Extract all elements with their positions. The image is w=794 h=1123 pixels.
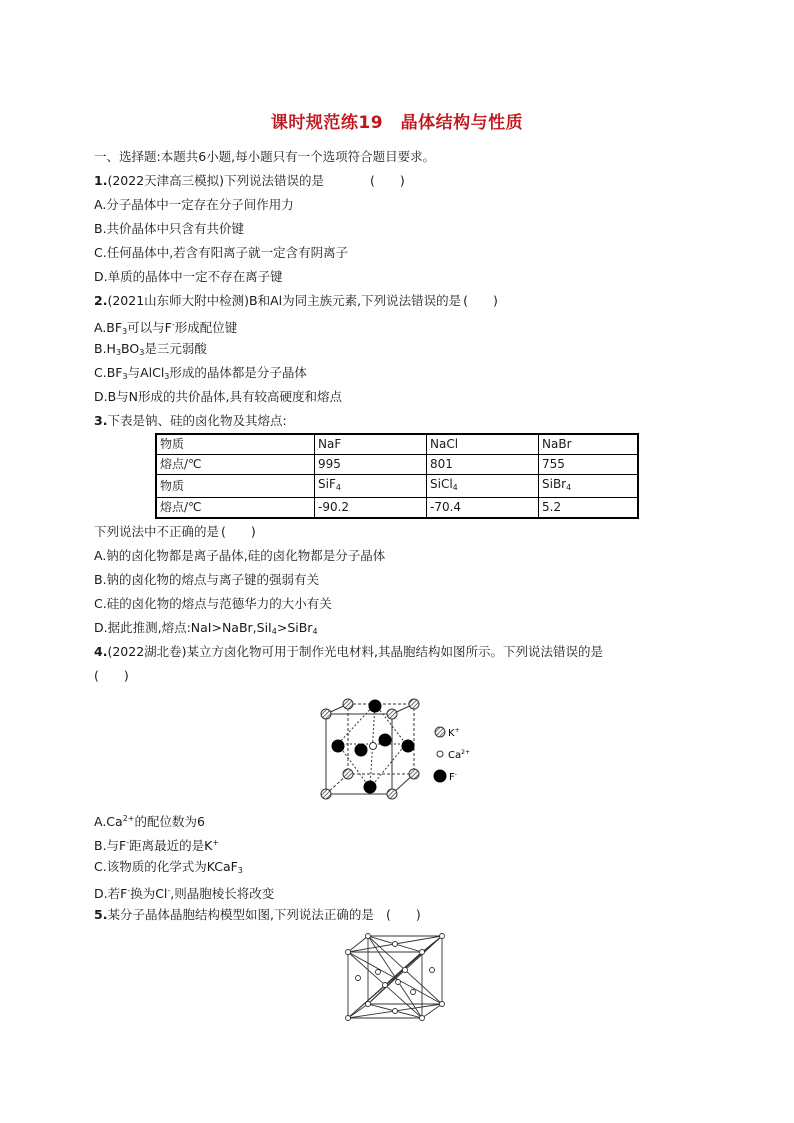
table-row: 熔点/℃ -90.2 -70.4 5.2	[156, 498, 638, 519]
option-b: B.与F-距离最近的是K+	[94, 838, 220, 853]
question-stem: (2022天津高三模拟)下列说法错误的是	[107, 173, 325, 188]
question-number: 3.	[94, 413, 108, 428]
question-3-ask: 下列说法中不正确的是 ( )	[94, 524, 256, 539]
answer-paren: ( )	[463, 293, 498, 308]
question-4	[94, 643, 603, 661]
molecular-crystal-cell-figure	[338, 930, 468, 1024]
perovskite-unit-cell-figure	[318, 692, 478, 804]
option-c: C.硅的卤化物的熔点与范德华力的大小有关	[94, 596, 332, 611]
question-stem: 某分子晶体晶胞结构模型如图,下列说法正确的是	[107, 907, 374, 922]
melting-point-table	[155, 433, 639, 519]
legend-k: K+	[448, 727, 460, 739]
option-a: A.分子晶体中一定存在分子间作用力	[94, 197, 294, 212]
question-1	[94, 172, 405, 190]
option-d: D.据此推测,熔点:NaI>NaBr,SiI$_4$>SiBr$_4$	[94, 620, 318, 636]
question-2	[94, 292, 498, 310]
question-5	[94, 906, 421, 924]
option-b: B.钠的卤化物的熔点与离子键的强弱有关	[94, 572, 320, 587]
question-stem: (2022湖北卷)某立方卤化物可用于制作光电材料,其晶胞结构如图所示。下列说法错误的是	[107, 644, 603, 659]
option-b: B.共价晶体中只含有共价键	[94, 221, 245, 236]
table-row: 物质 NaF NaCl NaBr	[156, 434, 638, 455]
option-d: D.若F-换为Cl-,则晶胞棱长将改变	[94, 886, 275, 901]
option-d: D.单质的晶体中一定不存在离子键	[94, 269, 283, 284]
option-a: $A.BF_3$可以与F-形成配位键	[94, 320, 238, 336]
question-3	[94, 412, 287, 430]
question-stem: 下表是钠、硅的卤化物及其熔点:	[107, 413, 287, 428]
option-a: $A.Ca^{2+}$的配位数为6	[94, 814, 205, 829]
option-c: C.任何晶体中,若含有阳离子就一定含有阴离子	[94, 245, 349, 260]
question-number: 2.	[94, 293, 108, 308]
option-a: A.钠的卤化物都是离子晶体,硅的卤化物都是分子晶体	[94, 548, 386, 563]
section-heading: 一、选择题:本题共6小题,每小题只有一个选项符合题目要求。	[94, 149, 436, 164]
legend-ca: $Ca^{2+}$	[448, 749, 470, 761]
question-number: 1.	[94, 173, 108, 188]
legend-f: F-	[449, 771, 457, 783]
answer-paren: ( )	[370, 173, 405, 188]
option-d: D.B与N形成的共价晶体,具有较高硬度和熔点	[94, 389, 342, 404]
question-number: 4.	[94, 644, 108, 659]
table-row: 熔点/℃ 995 801 755	[156, 455, 638, 475]
question-stem: (2021山东师大附中检测)B和Al为同主族元素,下列说法错误的是	[107, 293, 462, 308]
table-row: 物质 SiF$_4$ SiCl$_4$ SiBr$_4$	[156, 475, 638, 498]
page-title: 课时规范练19 晶体结构与性质	[270, 113, 524, 133]
option-c: C.该物质的化学式为KCaF$_3$	[94, 859, 243, 875]
answer-paren: ( )	[94, 668, 129, 683]
question-number: 5.	[94, 907, 108, 922]
option-c: $C.BF_3$与AlCl$_3$形成的晶体都是分子晶体	[94, 365, 307, 381]
answer-paren: ( )	[385, 907, 421, 922]
option-b: $B.H_3BO_3$是三元弱酸	[94, 341, 207, 357]
